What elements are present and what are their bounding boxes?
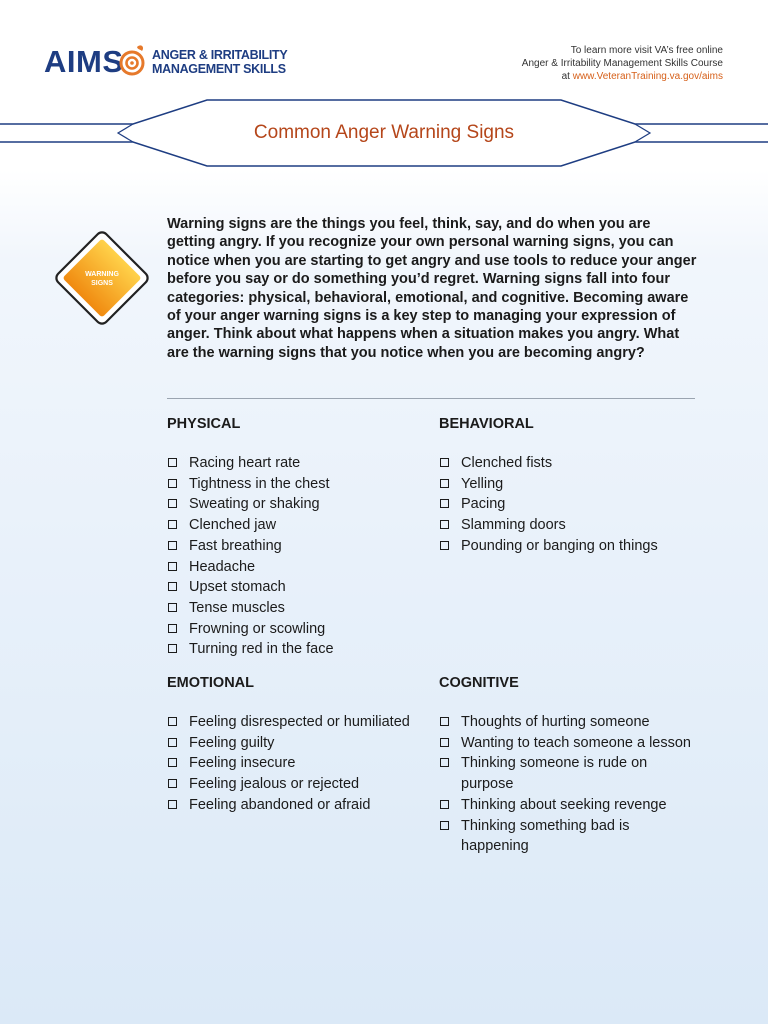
cognitive-list [439,712,701,857]
checklist-item-label: Thinking someone is rude on purpose [461,755,648,793]
intro-paragraph: Warning signs are the things you feel, think, say, and do when you are getting angry. If you recognize your own personal warning signs, you can notice when you are starting to get angry and use tools to reduce your anger before you say or do something you’d regret. Warning signs fall into four categories: physical, behavioral, emotional, and cognitive. Becoming aware of your anger warning signs is a key step to managing your expression of anger. Think about what happens when a situation makes you angry. What are the warning signs that you notice when you are becoming angry? [167,216,697,361]
checklist-item-label: Fast breathing [189,537,282,554]
logo-subtitle-line1: ANGER & IRRITABILITY [152,48,288,62]
checklist-item [439,712,701,733]
checklist-item-label: Upset stomach [189,579,286,596]
checklist-item [167,795,432,816]
checklist-item [167,494,417,515]
section-divider [167,398,695,399]
checklist-item [167,453,417,474]
checklist-item [439,816,701,857]
checkbox[interactable] [440,758,449,767]
emotional-heading: EMOTIONAL [167,675,254,691]
checklist-item [167,733,432,754]
checkbox[interactable] [168,738,177,747]
checklist-item-label: Headache [189,558,256,575]
checklist-item-label: Feeling disrespected or humiliated [189,714,410,730]
checklist-item-label: Feeling abandoned or afraid [189,796,371,813]
checklist-item-label: Feeling jealous or rejected [189,776,360,793]
checkbox[interactable] [440,499,449,508]
checklist-item [439,753,701,794]
checkbox[interactable] [168,779,177,788]
physical-list [167,453,417,660]
course-info-line3 [522,70,723,83]
checklist-item-label: Sweating or shaking [189,496,320,513]
checkbox[interactable] [440,458,449,467]
page-title: Common Anger Warning Signs [253,122,515,143]
checkbox[interactable] [168,541,177,550]
checklist-item-label: Frowning or scowling [189,620,326,637]
behavioral-list [439,453,699,557]
behavioral-heading: BEHAVIORAL [439,416,534,432]
checklist-item [167,774,432,795]
checklist-item-label: Pounding or banging on things [461,537,658,554]
checklist-item [167,712,432,733]
checklist-item [167,557,417,578]
checkbox[interactable] [440,738,449,747]
checkbox[interactable] [440,479,449,488]
target-logo-icon [117,41,151,79]
checkbox[interactable] [168,644,177,653]
checklist-item-label: Clenched fists [461,455,553,471]
logo-subtitle [152,48,287,76]
warning-sign-text-line1: WARNING [85,271,119,278]
checkbox[interactable] [168,520,177,529]
checkbox[interactable] [168,582,177,591]
checklist-item-label: Tense muscles [189,599,285,616]
checklist-item [439,536,699,557]
checklist-item [167,536,417,557]
checkbox[interactable] [168,603,177,612]
checklist-item-label: Thoughts of hurting someone [461,714,650,730]
checkbox[interactable] [168,758,177,767]
emotional-list [167,712,432,816]
checklist-item-label: Clenched jaw [189,517,277,534]
course-info-line2: Anger & Irritability Management Skills Course [521,58,723,69]
course-info [522,44,723,83]
checkbox[interactable] [168,458,177,467]
checklist-item-label: Thinking about seeking revenge [461,796,667,813]
checklist-item [439,453,699,474]
checkbox[interactable] [168,717,177,726]
checklist-item-label: Pacing [461,496,506,513]
cognitive-heading: COGNITIVE [439,675,519,691]
checklist-item-label: Racing heart rate [189,455,301,471]
checklist-item [439,474,699,495]
warning-diamond-icon [48,224,156,332]
checkbox[interactable] [440,520,449,529]
checklist-item [439,795,701,816]
checkbox[interactable] [440,821,449,830]
checklist-item-label: Slamming doors [461,517,566,534]
aims-logo-text: AIMS [44,44,124,79]
checklist-item [167,619,417,640]
checkbox[interactable] [168,499,177,508]
checklist-item [167,639,417,660]
course-info-prefix: at [561,71,573,82]
course-info-line1: To learn more visit VA’s free online [570,45,723,56]
checklist-item [167,577,417,598]
checkbox[interactable] [440,800,449,809]
checkbox[interactable] [168,624,177,633]
checklist-item [167,753,432,774]
checklist-item [167,598,417,619]
checklist-item [439,733,701,754]
checkbox[interactable] [168,562,177,571]
checklist-item [167,474,417,495]
checklist-item-label: Yelling [461,475,504,492]
logo-subtitle-line2: MANAGEMENT SKILLS [152,62,286,76]
checklist-item [167,515,417,536]
checkbox[interactable] [440,541,449,550]
checklist-item-label: Turning red in the face [189,641,334,658]
warning-sign-text-line2: SIGNS [91,280,113,287]
checklist-item-label: Thinking something bad is happening [461,817,630,855]
checkbox[interactable] [440,717,449,726]
checklist-item-label: Wanting to teach someone a lesson [461,734,691,751]
checklist-item-label: Feeling guilty [189,734,275,751]
physical-heading: PHYSICAL [167,416,241,432]
checklist-item [439,494,699,515]
checklist-item-label: Feeling insecure [189,755,296,772]
checkbox[interactable] [168,479,177,488]
course-url-link[interactable]: www.VeteranTraining.va.gov/aims [572,71,723,82]
checkbox[interactable] [168,800,177,809]
checklist-item-label: Tightness in the chest [189,475,330,492]
checklist-item [439,515,699,536]
